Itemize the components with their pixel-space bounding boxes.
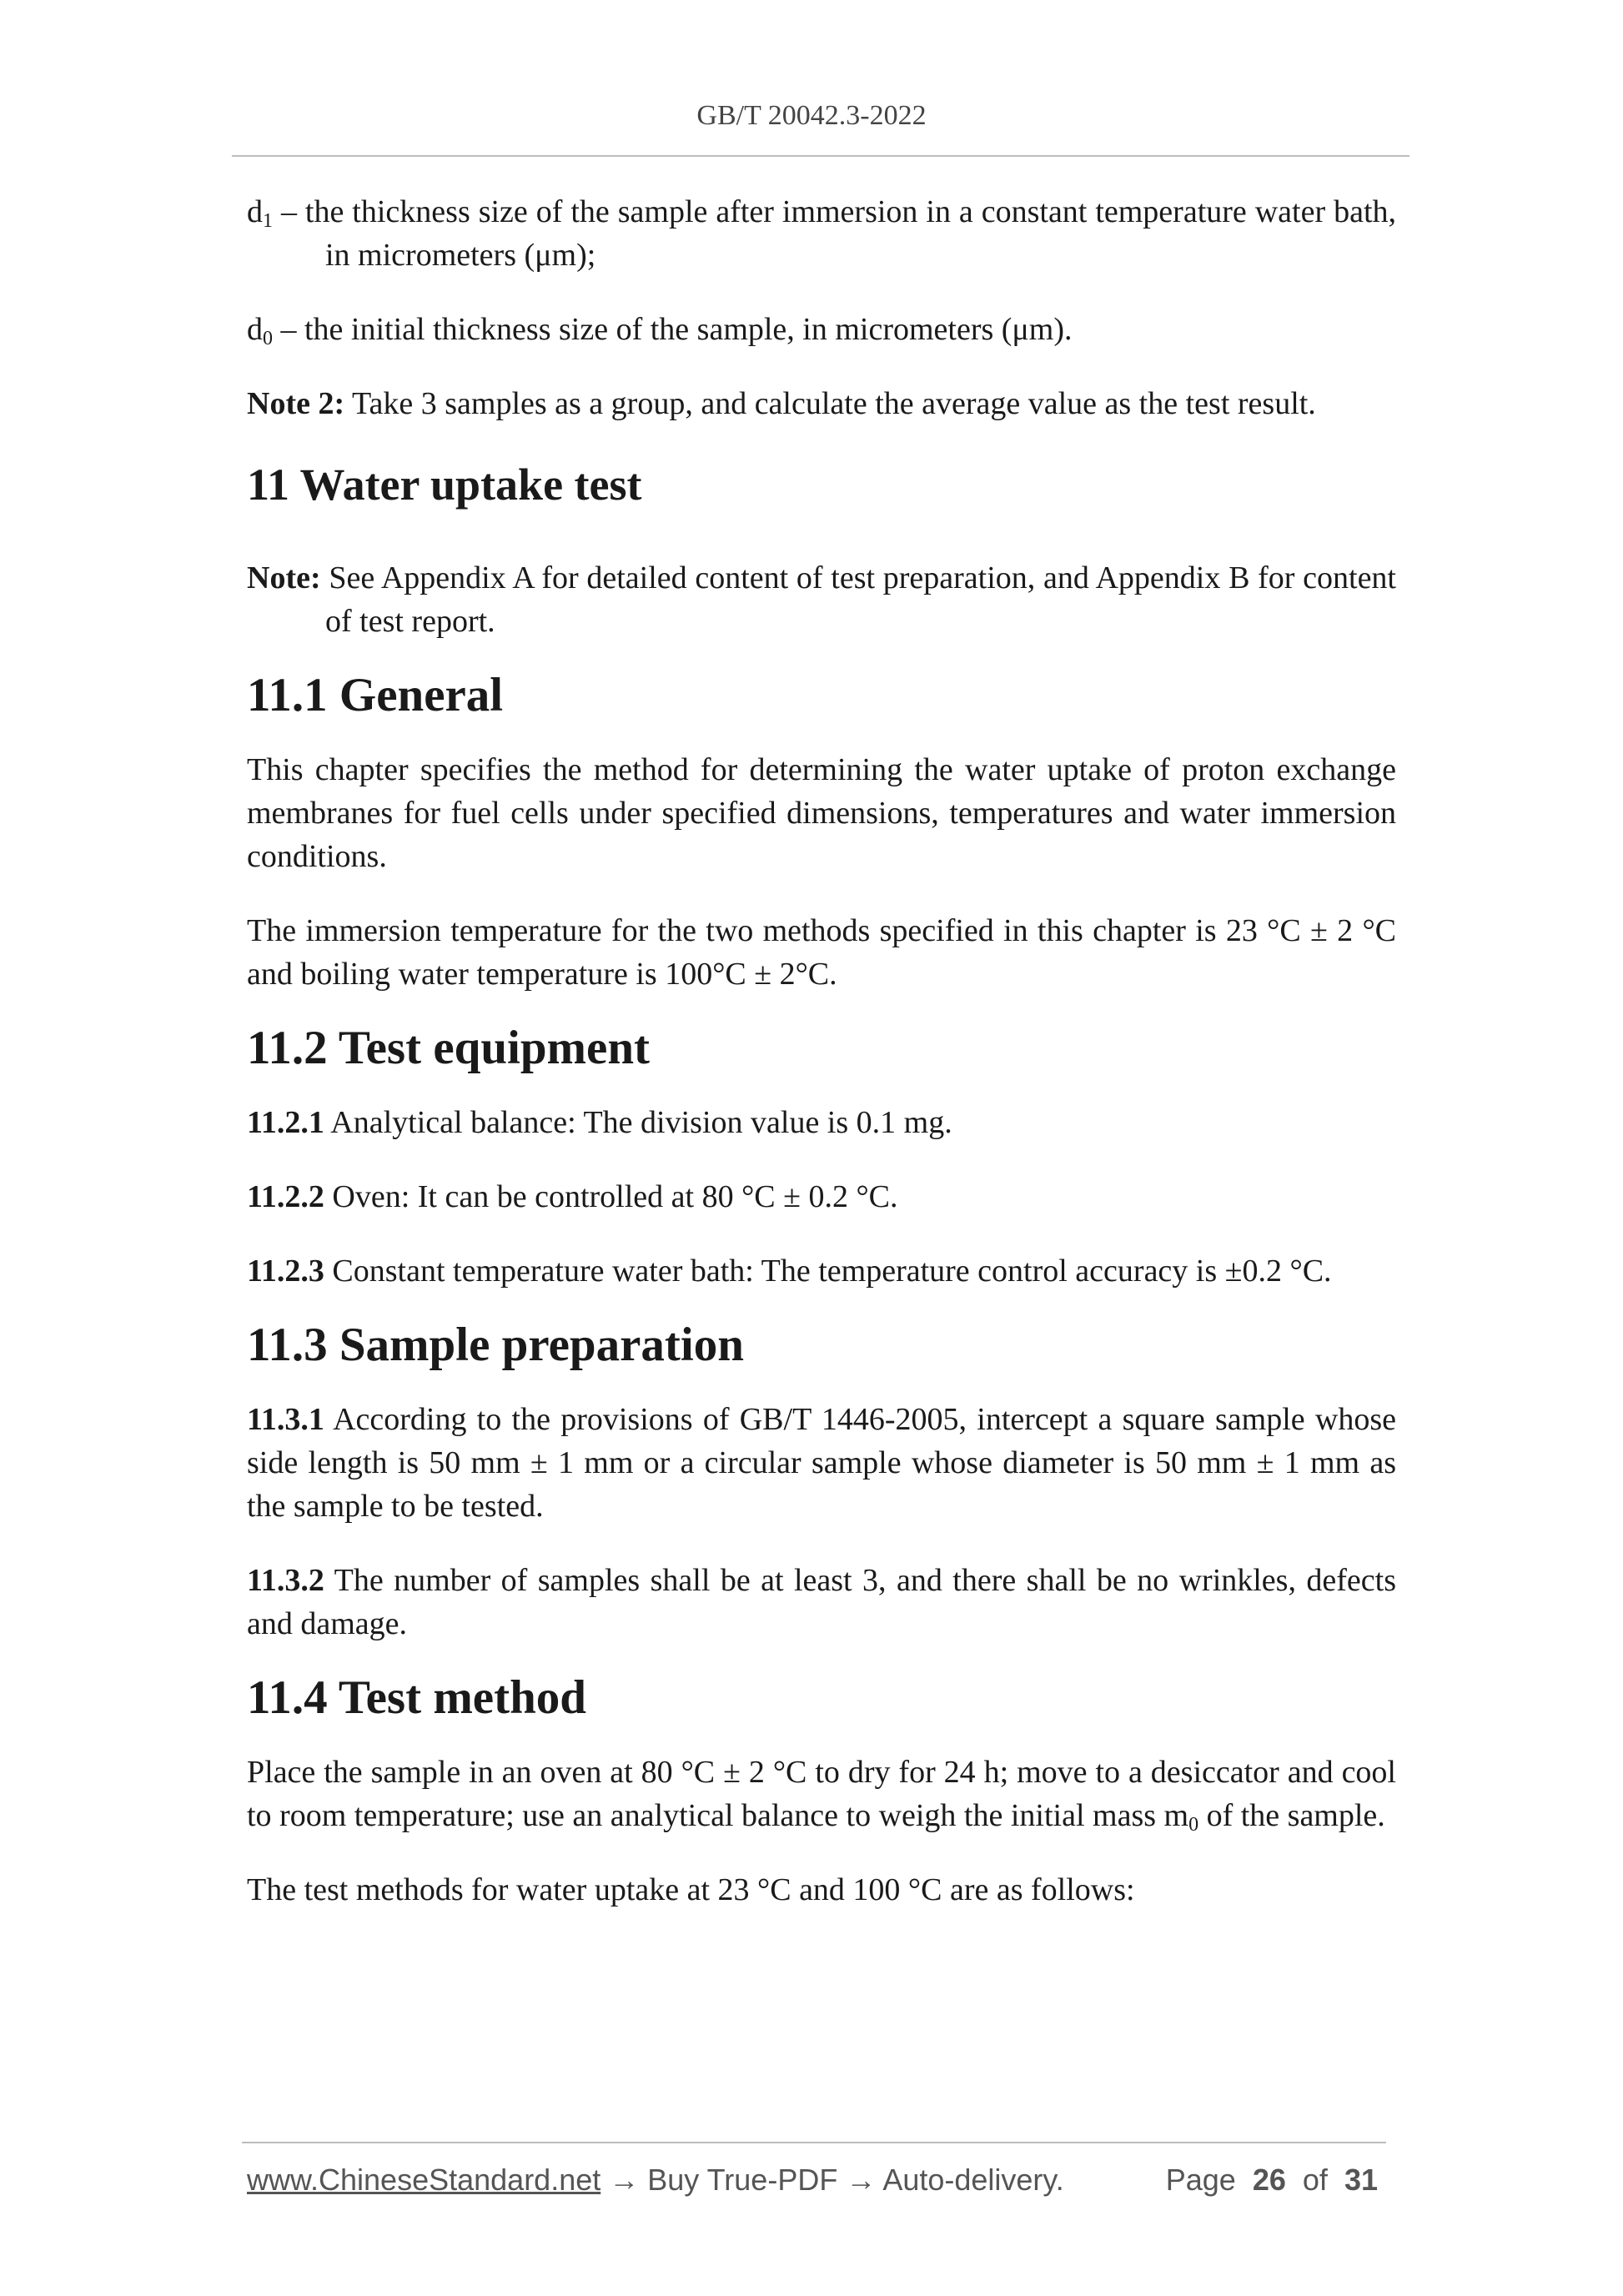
- of-word: of: [1302, 2163, 1328, 2197]
- chapter-note-label: Note:: [247, 560, 321, 595]
- chapter-note-text: See Appendix A for detailed content of test preparation, and Appendix B for content of test report.: [320, 560, 1396, 639]
- page-total: 31: [1344, 2163, 1378, 2197]
- website-link[interactable]: www.ChineseStandard.net: [247, 2163, 601, 2197]
- definition-d0: [247, 308, 1396, 351]
- definition-text: – the thickness size of the sample after immersion in a constant temperature water bath, in micrometers (μm);: [273, 194, 1396, 273]
- paragraph: The test methods for water uptake at 23 °C and 100 °C are as follows:: [247, 1872, 1135, 1907]
- note-2-label: Note 2:: [247, 386, 345, 421]
- clause-11-2-2: [247, 1175, 1396, 1218]
- clause-number: 11.3.1: [247, 1402, 324, 1437]
- footer-divider: [242, 2142, 1386, 2143]
- clause-11-3-2: [247, 1559, 1396, 1645]
- clause-11-3-1: [247, 1398, 1396, 1528]
- definition-text: – the initial thickness size of the sample, in micrometers (μm).: [273, 312, 1073, 347]
- page-word: Page: [1165, 2163, 1236, 2197]
- section-heading-sample-preparation: 11.3 Sample preparation: [247, 1319, 744, 1371]
- clause-number: 11.2.3: [247, 1254, 324, 1289]
- definition-subscript: 0: [263, 328, 273, 349]
- clause-11-2-3: [247, 1249, 1396, 1293]
- clause-text: According to the provisions of GB/T 1446-2005, intercept a square sample whose side length is 50 mm ± 1 mm or a circular sample whose diameter is 50 mm ± 1 mm as the sample to be tested.: [247, 1402, 1396, 1524]
- chapter-title: 11 Water uptake test: [247, 460, 642, 510]
- clause-number: 11.2.2: [247, 1179, 324, 1214]
- clause-text: Analytical balance: The division value is 0.1 mg.: [324, 1105, 952, 1140]
- note-2-text: Take 3 samples as a group, and calculate the average value as the test result.: [344, 386, 1316, 421]
- paragraph-text: Place the sample in an oven at 80 °C ± 2 °C to dry for 24 h; move to a desiccator and cool to room temperature; use an analytical balance to weigh the initial mass m: [247, 1755, 1396, 1833]
- section-heading-general: 11.1 General: [247, 669, 504, 721]
- clause-text: Oven: It can be controlled at 80 °C ± 0.2 °C.: [324, 1179, 898, 1214]
- paragraph: The immersion temperature for the two methods specified in this chapter is 23 °C ± 2 °C and boiling water temperature is 100°C ± 2°C.: [247, 913, 1396, 992]
- page-indicator: [1166, 2160, 1378, 2200]
- page-content: [247, 190, 1396, 1942]
- paragraph-text: of the sample.: [1198, 1798, 1385, 1833]
- definition-symbol: d: [247, 312, 263, 347]
- clause-text: The number of samples shall be at least 3, and there shall be no wrinkles, defects and damage.: [247, 1563, 1396, 1641]
- page-footer: [247, 2160, 1378, 2200]
- clause-number: 11.2.1: [247, 1105, 324, 1140]
- note-2: [247, 382, 1396, 425]
- definition-symbol: d: [247, 194, 263, 229]
- clause-11-2-1: [247, 1101, 1396, 1144]
- mass-subscript: 0: [1188, 1814, 1199, 1836]
- paragraph: This chapter specifies the method for determining the water uptake of proton exchange membranes for fuel cells under specified dimensions, temperatures and water immersion conditions.: [247, 752, 1396, 874]
- definition-subscript: 1: [263, 210, 273, 232]
- paragraph: [247, 1751, 1396, 1837]
- clause-text: Constant temperature water bath: The temperature control accuracy is ±0.2 °C.: [324, 1254, 1332, 1289]
- chapter-note: [247, 556, 1396, 643]
- footer-promo: [247, 2160, 1064, 2200]
- page-number: 26: [1252, 2163, 1286, 2197]
- section-heading-test-method: 11.4 Test method: [247, 1671, 586, 1724]
- definition-d1: [247, 190, 1396, 277]
- page-header: GB/T 20042.3-2022: [696, 100, 927, 131]
- footer-promo-text: → Buy True-PDF → Auto-delivery.: [600, 2163, 1064, 2197]
- section-heading-test-equipment: 11.2 Test equipment: [247, 1022, 651, 1074]
- header-divider: [232, 155, 1409, 157]
- clause-number: 11.3.2: [247, 1563, 324, 1598]
